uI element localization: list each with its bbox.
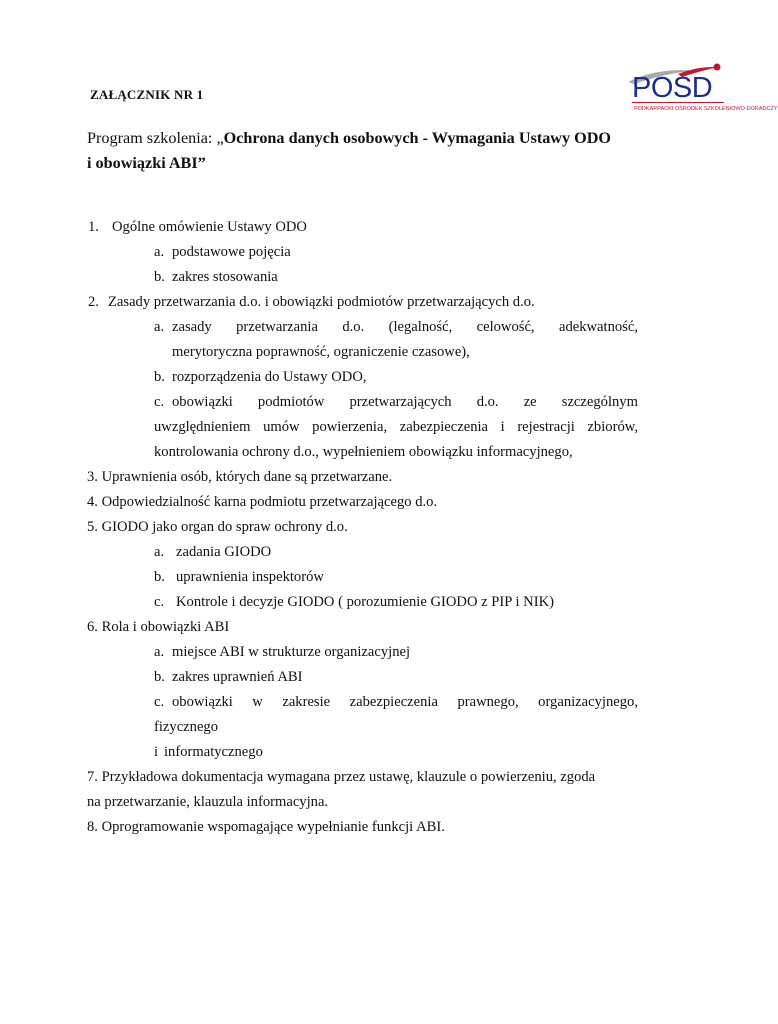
list-subitem-2c-cont: kontrolowania ochrony d.o., wypełnieniem obowiązku informacyjnego, xyxy=(154,444,573,460)
list-subitem-2a xyxy=(154,320,638,335)
word: zabezpieczenia xyxy=(349,694,438,710)
word: przetwarzających xyxy=(349,394,452,410)
logo-subtext: PODKARPACKI OŚRODEK SZKOLENIOWO-DORADCZY xyxy=(634,106,778,112)
list-item-text: zakres stosowania xyxy=(172,269,278,285)
word: organizacyjnego, xyxy=(538,694,638,710)
list-item-5: 5. GIODO jako organ do spraw ochrony d.o. xyxy=(87,519,348,535)
list-subitem-6i xyxy=(154,745,263,760)
list-item-text: Ogólne omówienie Ustawy ODO xyxy=(112,219,307,235)
page-title-line-2: i obowiązki ABI” xyxy=(87,154,206,172)
word: umów xyxy=(263,419,300,435)
list-marker: a. xyxy=(154,244,165,260)
word: d.o. xyxy=(476,394,499,410)
word: zbiorów, xyxy=(587,419,638,435)
list-item-2 xyxy=(88,295,535,310)
list-item-text-justified xyxy=(172,395,638,410)
list-item-text: zadania GIODO xyxy=(176,544,272,560)
list-marker: a. xyxy=(154,544,165,560)
list-subitem-6c xyxy=(154,695,638,710)
list-item-text-justified xyxy=(154,420,638,435)
list-marker: c. xyxy=(154,394,165,410)
word: obowiązki xyxy=(172,394,233,410)
list-marker: b. xyxy=(154,369,165,385)
list-marker: b. xyxy=(154,269,165,285)
word: (legalność, xyxy=(388,319,453,335)
list-item-7-line-1: 7. Przykładowa dokumentacja wymagana przez ustawę, klauzule o powierzeniu, zgoda xyxy=(87,769,596,785)
list-subitem-6c-cont: fizycznego xyxy=(154,719,219,735)
list-item-text: zakres uprawnień ABI xyxy=(172,669,303,685)
list-marker: c. xyxy=(154,594,165,610)
list-marker: a. xyxy=(154,644,165,660)
word: zakresie xyxy=(282,694,331,710)
word: i xyxy=(500,419,505,435)
word: rejestracji xyxy=(517,419,575,435)
list-item-text: informatycznego xyxy=(164,744,263,760)
word: zasady xyxy=(172,319,212,335)
word: przetwarzania xyxy=(236,319,318,335)
list-marker: i xyxy=(154,744,159,760)
word: powierzenia, xyxy=(312,419,388,435)
list-subitem-6b xyxy=(154,670,303,685)
list-marker: a. xyxy=(154,319,165,335)
list-marker: c. xyxy=(154,694,165,710)
list-subitem-5c xyxy=(154,595,554,610)
title-bold-line-1: Ochrona danych osobowych - Wymagania Ustawy ODO xyxy=(223,129,612,147)
word: celowość, xyxy=(476,319,535,335)
title-prefix: Program szkolenia: „ xyxy=(87,129,224,147)
list-marker: b. xyxy=(154,569,165,585)
list-item-6: 6. Rola i obowiązki ABI xyxy=(87,619,230,635)
word: d.o. xyxy=(342,319,365,335)
list-marker: b. xyxy=(154,669,165,685)
list-item-text: rozporządzenia do Ustawy ODO, xyxy=(172,369,367,385)
word: zabezpieczenia xyxy=(399,419,489,435)
list-item-text-justified xyxy=(172,320,638,335)
list-subitem-1a xyxy=(154,245,291,260)
annex-label: ZAŁĄCZNIK NR 1 xyxy=(90,87,204,102)
posd-logo xyxy=(618,62,778,122)
list-item-text: uprawnienia inspektorów xyxy=(176,569,324,585)
list-marker: 1. xyxy=(88,219,99,235)
list-subitem-1b xyxy=(154,270,278,285)
list-item-text: podstawowe pojęcia xyxy=(172,244,291,260)
list-item-text: Kontrole i decyzje GIODO ( porozumienie GIODO z PIP i NIK) xyxy=(176,594,554,610)
list-subitem-5b xyxy=(154,570,324,585)
word: uwzględnieniem xyxy=(154,419,251,435)
word: szczególnym xyxy=(561,394,638,410)
list-item-8: 8. Oprogramowanie wspomagające wypełnianie funkcji ABI. xyxy=(87,819,445,835)
word: w xyxy=(252,694,263,710)
word: podmiotów xyxy=(257,394,325,410)
word: ze xyxy=(523,394,537,410)
list-item-7-line-2: na przetwarzanie, klauzula informacyjna. xyxy=(87,794,329,810)
list-subitem-5a xyxy=(154,545,271,560)
list-subitem-2b xyxy=(154,370,367,385)
page-title-line-1 xyxy=(87,129,611,148)
logo-wordmark: POSD xyxy=(632,72,713,104)
list-item-1 xyxy=(88,220,307,235)
list-item-text: miejsce ABI w strukturze organizacyjnej xyxy=(172,644,411,660)
list-item-text: Zasady przetwarzania d.o. i obowiązki podmiotów przetwarzających d.o. xyxy=(108,294,535,310)
list-subitem-6a xyxy=(154,645,410,660)
list-item-3: 3. Uprawnienia osób, których dane są przetwarzane. xyxy=(87,469,393,485)
list-marker: 2. xyxy=(88,294,99,310)
list-item-text-justified xyxy=(172,695,638,710)
list-item-4: 4. Odpowiedzialność karna podmiotu przetwarzającego d.o. xyxy=(87,494,438,510)
list-subitem-2a-cont: merytoryczna poprawność, ograniczenie czasowe), xyxy=(172,344,470,360)
list-subitem-2c xyxy=(154,395,638,410)
word: adekwatność, xyxy=(558,319,638,335)
list-subitem-2c-line2 xyxy=(154,420,638,435)
word: obowiązki xyxy=(172,694,233,710)
word: prawnego, xyxy=(457,694,519,710)
